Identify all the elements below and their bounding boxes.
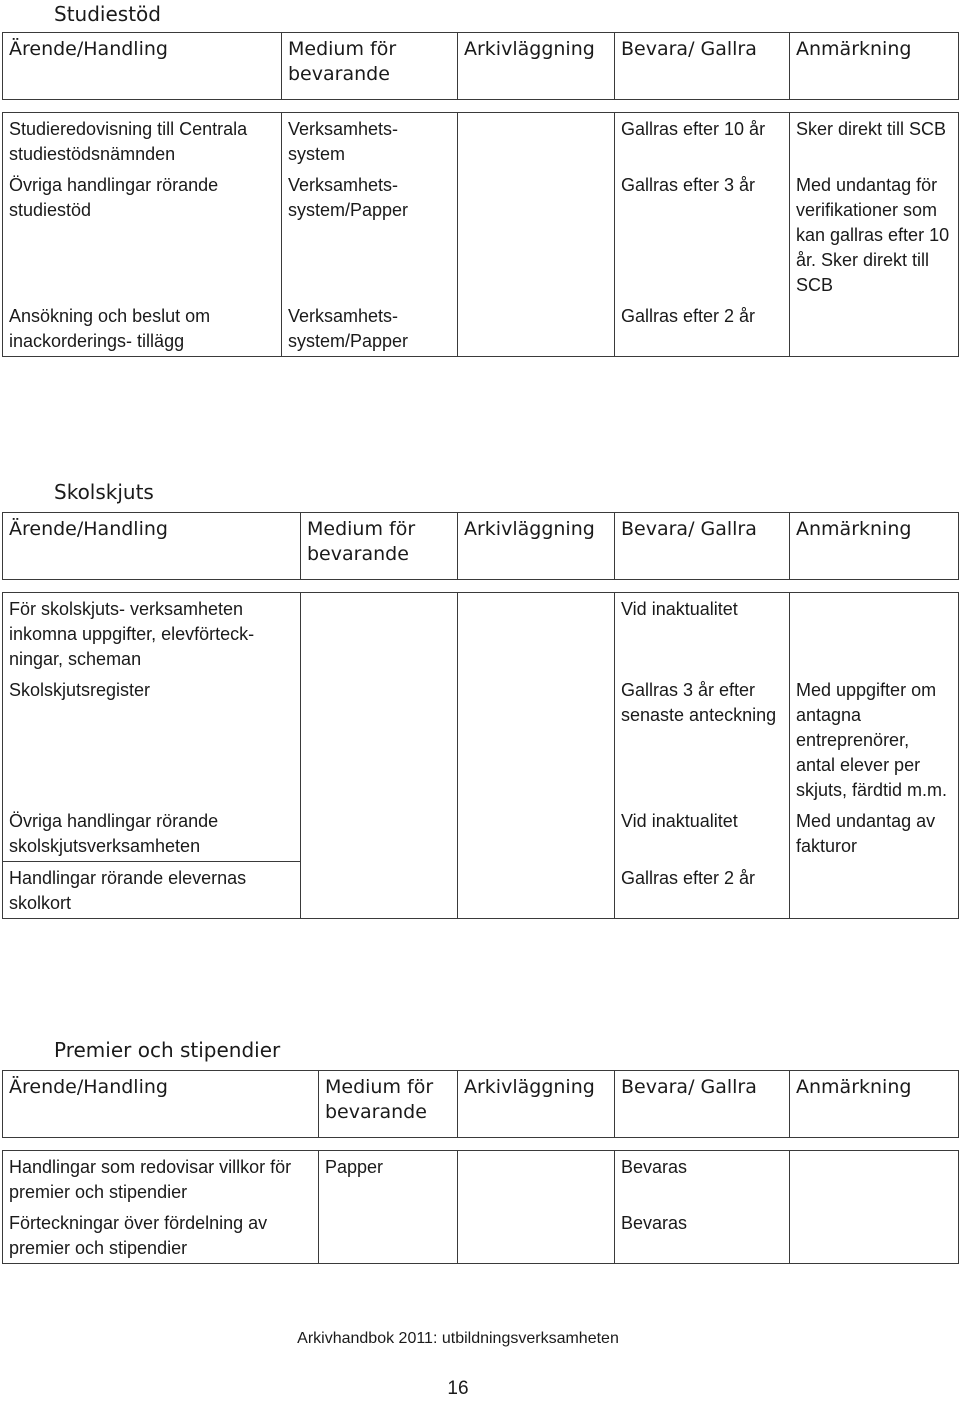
table-row — [3, 1151, 959, 1208]
cell-bevara: Vid inaktualitet — [615, 593, 790, 675]
cell-medium: Verksamhets- system/Papper — [282, 300, 458, 357]
cell-anm: Sker direkt till SCB — [790, 113, 959, 170]
cell-arende: Övriga handlingar rörande studiestöd — [3, 169, 282, 300]
cell-bevara: Bevaras — [615, 1207, 790, 1264]
header-arende: Ärende/Handling — [3, 1071, 319, 1138]
cell-arkiv — [458, 674, 615, 805]
cell-bevara: Bevaras — [615, 1151, 790, 1208]
section-title-premier: Premier och stipendier — [54, 1038, 281, 1062]
cell-medium: Verksamhets- system/Papper — [282, 169, 458, 300]
cell-medium: Papper — [319, 1151, 458, 1208]
page-footer: Arkivhandbok 2011: utbildningsverksamheten — [297, 1330, 619, 1347]
header-anm: Anmärkning — [790, 1071, 959, 1138]
cell-anm — [790, 300, 959, 357]
header-arkiv: Arkivläggning — [458, 1071, 615, 1138]
cell-anm: Med undantag för verifikationer som kan gallras efter 10 år. Sker direkt till SCB — [790, 169, 959, 300]
table-header-row — [3, 33, 959, 100]
header-arende: Ärende/Handling — [3, 33, 282, 100]
header-bevara: Bevara/ Gallra — [615, 1071, 790, 1138]
cell-arende: Förteckningar över fördelning av premier och stipendier — [3, 1207, 319, 1264]
cell-medium: Verksamhets- system — [282, 113, 458, 170]
cell-bevara: Gallras 3 år efter senaste anteckning — [615, 674, 790, 805]
table-row — [3, 300, 959, 357]
cell-arende: Övriga handlingar rörande skolskjutsverksamheten — [3, 805, 301, 862]
header-medium: Medium för bevarande — [301, 513, 458, 580]
cell-anm — [790, 862, 959, 919]
table-studiestod — [2, 32, 959, 357]
cell-medium — [301, 593, 458, 675]
header-medium: Medium för bevarande — [319, 1071, 458, 1138]
cell-medium — [301, 862, 458, 919]
header-arkiv: Arkivläggning — [458, 513, 615, 580]
cell-anm — [790, 1207, 959, 1264]
cell-bevara: Gallras efter 3 år — [615, 169, 790, 300]
cell-arkiv — [458, 593, 615, 675]
table-row — [3, 169, 959, 300]
cell-arende: Skolskjutsregister — [3, 674, 301, 805]
cell-arkiv — [458, 805, 615, 862]
section-title-studiestod: Studiestöd — [54, 2, 161, 26]
header-arende: Ärende/Handling — [3, 513, 301, 580]
cell-bevara: Gallras efter 2 år — [615, 300, 790, 357]
cell-arende: För skolskjuts- verksamheten inkomna uppgifter, elevförteck- ningar, scheman — [3, 593, 301, 675]
cell-anm — [790, 1151, 959, 1208]
cell-arende: Studieredovisning till Centrala studiestödsnämnden — [3, 113, 282, 170]
table-skolskjuts — [2, 512, 959, 919]
cell-bevara: Gallras efter 10 år — [615, 113, 790, 170]
cell-arkiv — [458, 1151, 615, 1208]
cell-anm: Med undantag av fakturor — [790, 805, 959, 862]
cell-arende: Handlingar rörande elevernas skolkort — [3, 862, 301, 919]
cell-anm: Med uppgifter om antagna entreprenörer, antal elever per skjuts, färdtid m.m. — [790, 674, 959, 805]
cell-anm — [790, 593, 959, 675]
table-row — [3, 593, 959, 675]
cell-bevara: Gallras efter 2 år — [615, 862, 790, 919]
cell-medium — [319, 1207, 458, 1264]
cell-arende: Handlingar som redovisar villkor för premier och stipendier — [3, 1151, 319, 1208]
header-bevara: Bevara/ Gallra — [615, 33, 790, 100]
table-row — [3, 805, 959, 862]
table-row — [3, 674, 959, 805]
table-row — [3, 113, 959, 170]
header-medium: Medium för bevarande — [282, 33, 458, 100]
table-header-row — [3, 513, 959, 580]
table-premier — [2, 1070, 959, 1264]
header-bevara: Bevara/ Gallra — [615, 513, 790, 580]
cell-medium — [301, 805, 458, 862]
cell-arende: Ansökning och beslut om inackorderings- tillägg — [3, 300, 282, 357]
table-header-row — [3, 1071, 959, 1138]
cell-arkiv — [458, 862, 615, 919]
header-anm: Anmärkning — [790, 513, 959, 580]
cell-medium — [301, 674, 458, 805]
cell-arkiv — [458, 169, 615, 300]
page-number: 16 — [447, 1378, 469, 1399]
cell-arkiv — [458, 300, 615, 357]
header-arkiv: Arkivläggning — [458, 33, 615, 100]
table-row — [3, 862, 959, 919]
header-anm: Anmärkning — [790, 33, 959, 100]
cell-arkiv — [458, 113, 615, 170]
section-title-skolskjuts: Skolskjuts — [54, 480, 154, 504]
table-row — [3, 1207, 959, 1264]
cell-bevara: Vid inaktualitet — [615, 805, 790, 862]
cell-arkiv — [458, 1207, 615, 1264]
